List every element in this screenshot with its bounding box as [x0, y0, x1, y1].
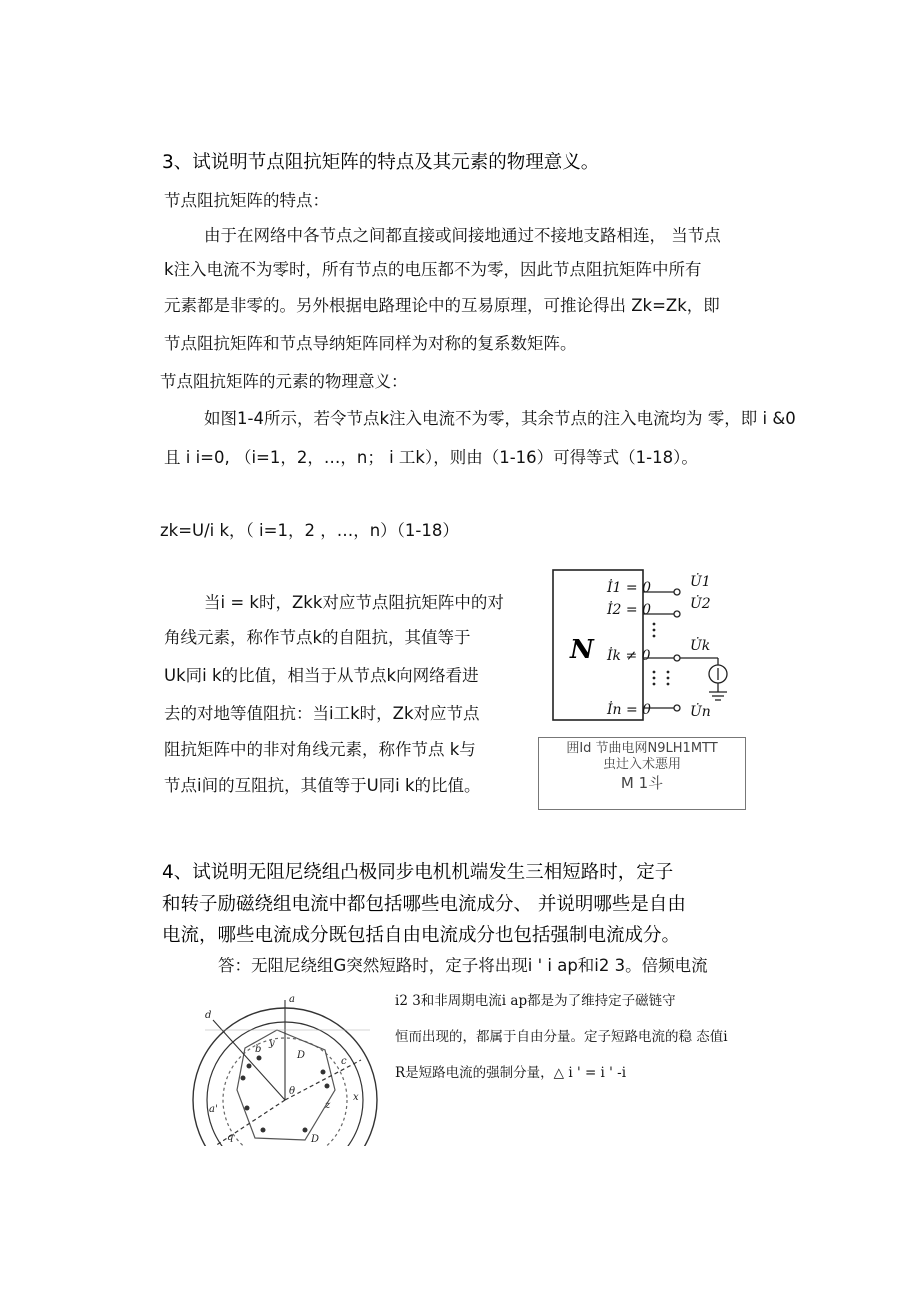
paragraph-line: 当i = k时，Zkk对应节点阻抗矩阵中的对: [204, 593, 504, 612]
paragraph-line: 去的对地等值阻抗：当i工k时，Zk对应节点: [164, 704, 480, 723]
current-label: İk ≠ 0: [607, 648, 651, 664]
winding-label: D: [311, 1134, 320, 1145]
axis-label: q: [227, 1132, 234, 1143]
answer-line: 恒而出现的，都属于自由分量。定子短路电流的稳 态值i: [395, 1029, 728, 1045]
figure-caption-line: M 1斗: [620, 773, 664, 792]
winding-label: z: [325, 1100, 331, 1111]
current-label: İ1 = 0: [607, 580, 651, 596]
paragraph-line: 且 i i=0, （i=1，2，…，n； i 工k），则由（1-16）可得等式（1-18）。: [164, 448, 698, 467]
axis-label: a: [289, 994, 295, 1005]
paragraph-line: 由于在网络中各节点之间都直接或间接地通过不接地支路相连， 当节点: [204, 226, 721, 245]
figure-caption-line: 囲Id 节曲电网N9LH1MTT: [566, 741, 718, 756]
winding-label: b: [255, 1044, 262, 1055]
question-4-title: 电流，哪些电流成分既包括自由电流成分也包括强制电流成分。: [162, 925, 681, 946]
synchronous-machine-diagram: [185, 990, 385, 1148]
current-label: İ2 = 0: [607, 602, 651, 618]
angle-label: θ: [289, 1086, 296, 1097]
question-4-title: 和转子励磁绕组电流中都包括哪些电流成分、 并说明哪些是自由: [162, 894, 686, 915]
paragraph-line: 节点阻抗矩阵和节点导纳矩阵同样为对称的复系数矩阵。: [164, 334, 577, 353]
question-3-title: 3、试说明节点阻抗矩阵的特点及其元素的物理意义。: [162, 152, 600, 173]
figure-caption-line: 虫辻入术悪用: [602, 757, 681, 773]
rotor-pole: [237, 1030, 335, 1140]
voltage-label: U̇k: [690, 638, 711, 654]
winding-label: D: [297, 1050, 306, 1061]
winding-label: x: [353, 1092, 359, 1103]
network-label: N: [570, 635, 594, 665]
section-heading-meaning: 节点阻抗矩阵的元素的物理意义：: [160, 372, 408, 391]
paragraph-line: Uk同i k的比值，相当于从节点k向网络看进: [164, 666, 479, 685]
voltage-label: U̇1: [690, 574, 711, 590]
answer-line: 答：无阻尼绕组G突然短路时，定子将出现i ' i ap和i2 3。倍频电流: [218, 956, 708, 975]
paragraph-line: k注入电流不为零时，所有节点的电压都不为零，因此节点阻抗矩阵中所有: [164, 260, 702, 279]
voltage-label: U̇n: [690, 704, 711, 720]
paragraph-line: 元素都是非零的。另外根据电路理论中的互易原理，可推论得出 Zk=Zk，即: [164, 296, 720, 315]
network-node-diagram: [552, 568, 730, 728]
section-heading-features: 节点阻抗矩阵的特点：: [164, 191, 329, 210]
equation-1-18: zk=U/i k，（ i=1，2 ，…，n）（1-18）: [160, 521, 459, 540]
answer-line: i2 3和非周期电流i ap都是为了维持定子磁链守: [395, 993, 676, 1009]
winding-label: a': [209, 1104, 218, 1115]
voltage-label: U̇2: [690, 596, 711, 612]
paragraph-line: 如图1-4所示，若令节点k注入电流不为零，其余节点的注入电流均为 零，即 i &0: [204, 409, 796, 428]
axis-label: d: [205, 1010, 212, 1021]
paragraph-line: 角线元素，称作节点k的自阻抗，其值等于: [164, 628, 471, 647]
current-label: İn = 0: [607, 702, 652, 718]
answer-line: R是短路电流的强制分量，△ i ' = i ' -i: [395, 1065, 627, 1081]
paragraph-line: 节点i间的互阻抗，其值等于U同i k的比值。: [164, 776, 481, 795]
winding-label: y: [269, 1038, 275, 1049]
paragraph-line: 阻抗矩阵中的非对角线元素，称作节点 k与: [164, 740, 476, 759]
figure-caption-box: [538, 737, 746, 810]
winding-label: c: [341, 1056, 347, 1067]
question-4-title: 4、试说明无阻尼绕组凸极同步电机机端发生三相短路时，定子: [162, 862, 674, 883]
